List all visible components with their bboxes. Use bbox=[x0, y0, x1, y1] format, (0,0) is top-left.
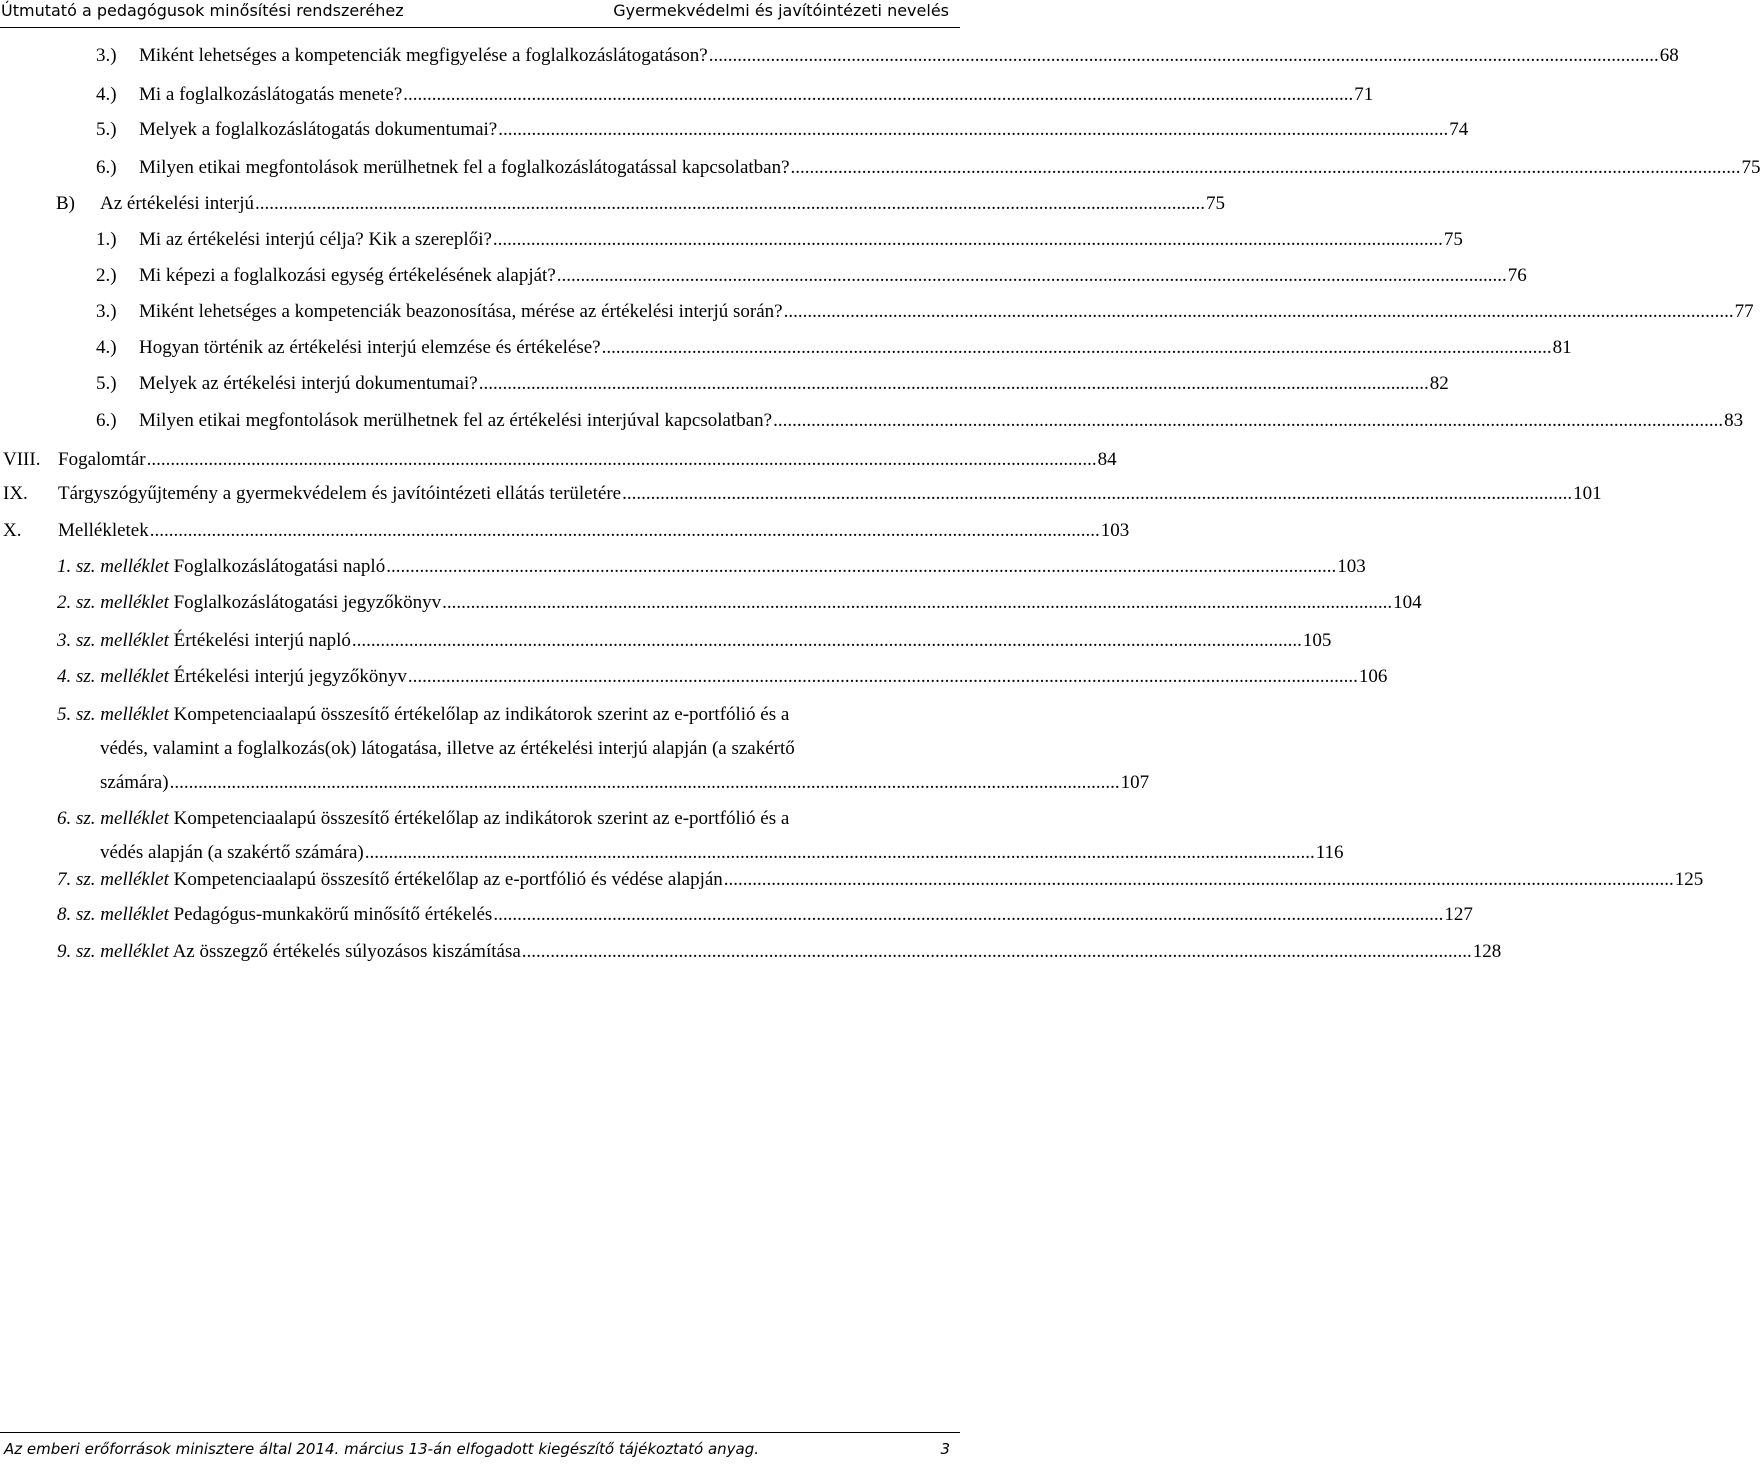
toc-entry[interactable] bbox=[0, 44, 1679, 68]
toc-entry-number: 5.) bbox=[96, 373, 117, 394]
toc-entry-page: 68 bbox=[1659, 45, 1679, 66]
toc-entry-title: Az értékelési interjú bbox=[100, 193, 255, 214]
toc-entry-number: 1.) bbox=[96, 229, 117, 250]
toc-leader: ........................................................................................................................................................................................................ bbox=[169, 772, 1120, 793]
toc-leader: ........................................................................................................................................................................................................ bbox=[146, 449, 1097, 470]
page-header bbox=[0, 0, 960, 30]
toc-leader: ........................................................................................................................................................................................................ bbox=[492, 229, 1443, 250]
toc-entry[interactable] bbox=[0, 83, 1374, 107]
toc-entry-number: VIII. bbox=[3, 449, 41, 470]
appendix-title: Az összegző értékelés súlyozásos kiszámítása bbox=[172, 941, 521, 962]
appendix-prefix: 1. sz. melléklet bbox=[57, 556, 169, 577]
toc-entry-title: Melyek az értékelési interjú dokumentumai? bbox=[139, 373, 478, 394]
header-rule bbox=[0, 27, 960, 28]
appendix-page: 125 bbox=[1674, 869, 1704, 890]
appendix-prefix: 7. sz. melléklet bbox=[57, 869, 169, 890]
toc-leader: ........................................................................................................................................................................................................ bbox=[622, 483, 1573, 504]
appendix-entry-multiline[interactable] bbox=[57, 698, 1150, 800]
toc-entry[interactable] bbox=[0, 482, 1602, 506]
toc-entry-page: 77 bbox=[1734, 301, 1754, 322]
toc-entry-title: Hogyan történik az értékelési interjú elemzése és értékelése? bbox=[139, 337, 601, 358]
toc-entry-number: 4.) bbox=[96, 84, 117, 105]
toc-leader: ........................................................................................................................................................................................................ bbox=[498, 119, 1449, 140]
toc-leader: ........................................................................................................................................................................................................ bbox=[442, 592, 1393, 613]
appendix-prefix: 9. sz. melléklet bbox=[57, 941, 169, 962]
appendix-title: Értékelési interjú napló bbox=[173, 630, 351, 651]
toc-entry[interactable] bbox=[0, 448, 1117, 472]
header-left-title: Útmutató a pedagógusok minősítési rendszeréhez bbox=[1, 1, 404, 20]
appendix-prefix: 6. sz. melléklet bbox=[57, 808, 169, 829]
appendix-page: 103 bbox=[1337, 556, 1366, 577]
appendix-entry[interactable] bbox=[0, 629, 1332, 653]
toc-entry-title: Mi az értékelési interjú célja? Kik a szereplői? bbox=[139, 229, 492, 250]
appendix-entry[interactable] bbox=[0, 903, 1473, 927]
toc-entry-title: Milyen etikai megfontolások merülhetnek fel a foglalkozáslátogatással kapcsolatban? bbox=[139, 157, 790, 178]
page-number: 3 bbox=[940, 1440, 950, 1458]
toc-entry-page: 75 bbox=[1206, 193, 1226, 214]
toc-entry-number: 6.) bbox=[96, 157, 117, 178]
toc-entry-title: Melyek a foglalkozáslátogatás dokumentumai? bbox=[139, 119, 498, 140]
toc-entry-page: 101 bbox=[1573, 483, 1602, 504]
toc-entry-title: Mi képezi a foglalkozási egység értékelésének alapját? bbox=[139, 265, 556, 286]
toc-entry[interactable] bbox=[0, 300, 1754, 324]
toc-entry-number: 6.) bbox=[96, 410, 117, 431]
appendix-entry[interactable] bbox=[0, 868, 1704, 892]
toc-entry-number: 3.) bbox=[96, 45, 117, 66]
toc-leader: ........................................................................................................................................................................................................ bbox=[364, 842, 1315, 863]
appendix-title-line: védés, valamint a foglalkozás(ok) látogatása, illetve az értékelési interjú alapján (a szakértő bbox=[100, 738, 795, 759]
appendix-page: 128 bbox=[1472, 941, 1502, 962]
toc-leader: ........................................................................................................................................................................................................ bbox=[601, 337, 1552, 358]
appendix-title-line: Kompetenciaalapú összesítő értékelőlap az indikátorok szerint az e-portfólió és a bbox=[173, 808, 790, 829]
appendix-entry[interactable] bbox=[0, 940, 1502, 964]
toc-leader: ........................................................................................................................................................................................................ bbox=[255, 193, 1206, 214]
footer-text: Az emberi erőforrások minisztere által 2014. március 13-án elfogadott kiegészítő tájékoztató anyag. bbox=[4, 1440, 760, 1458]
toc-leader: ........................................................................................................................................................................................................ bbox=[521, 941, 1472, 962]
appendix-title-line: számára) bbox=[100, 772, 169, 793]
appendix-page: 107 bbox=[1120, 772, 1150, 793]
toc-entry-title: Miként lehetséges a kompetenciák beazonosítása, mérése az értékelési interjú során? bbox=[139, 301, 783, 322]
toc-entry[interactable] bbox=[0, 156, 1761, 180]
toc-leader: ........................................................................................................................................................................................................ bbox=[773, 410, 1724, 431]
toc-entry-page: 84 bbox=[1097, 449, 1117, 470]
toc-entry[interactable] bbox=[0, 336, 1572, 360]
appendix-page: 127 bbox=[1444, 904, 1473, 925]
toc-leader: ........................................................................................................................................................................................................ bbox=[403, 84, 1354, 105]
toc-entry[interactable] bbox=[0, 519, 1130, 543]
appendix-page: 105 bbox=[1302, 630, 1332, 651]
toc-leader: ........................................................................................................................................................................................................ bbox=[723, 869, 1674, 890]
toc-entry-title: Miként lehetséges a kompetenciák megfigyelése a foglalkozáslátogatáson? bbox=[139, 45, 708, 66]
toc-entry-number: X. bbox=[3, 520, 22, 541]
toc-entry-page: 103 bbox=[1100, 520, 1130, 541]
toc-entry-page: 71 bbox=[1354, 84, 1374, 105]
toc-entry[interactable] bbox=[0, 118, 1469, 142]
appendix-page: 116 bbox=[1315, 842, 1344, 863]
toc-entry-number: B) bbox=[56, 193, 75, 214]
header-right-title: Gyermekvédelmi és javítóintézeti nevelés bbox=[613, 1, 949, 20]
page-footer bbox=[0, 1430, 960, 1464]
toc-leader: ........................................................................................................................................................................................................ bbox=[493, 904, 1444, 925]
toc-leader: ........................................................................................................................................................................................................ bbox=[351, 630, 1302, 651]
appendix-title-line: védés alapján (a szakértő számára) bbox=[100, 842, 364, 863]
appendix-entry[interactable] bbox=[0, 555, 1366, 579]
toc-leader: ........................................................................................................................................................................................................ bbox=[708, 45, 1659, 66]
appendix-title-line: Kompetenciaalapú összesítő értékelőlap az indikátorok szerint az e-portfólió és a bbox=[173, 704, 790, 725]
toc-entry-number: IX. bbox=[3, 483, 28, 504]
toc-leader: ........................................................................................................................................................................................................ bbox=[478, 373, 1429, 394]
toc-entry-page: 81 bbox=[1552, 337, 1572, 358]
appendix-title: Foglalkozáslátogatási jegyzőkönyv bbox=[173, 592, 442, 613]
appendix-entry[interactable] bbox=[0, 591, 1422, 615]
toc-entry[interactable] bbox=[0, 192, 1226, 216]
toc-entry-page: 74 bbox=[1449, 119, 1469, 140]
appendix-entry[interactable] bbox=[0, 665, 1388, 689]
appendix-entry-multiline[interactable] bbox=[57, 802, 1344, 870]
appendix-page: 106 bbox=[1358, 666, 1388, 687]
toc-leader: ........................................................................................................................................................................................................ bbox=[407, 666, 1358, 687]
appendix-prefix: 5. sz. melléklet bbox=[57, 704, 169, 725]
appendix-title: Foglalkozáslátogatási napló bbox=[173, 556, 386, 577]
appendix-title: Kompetenciaalapú összesítő értékelőlap az e-portfólió és védése alapján bbox=[173, 869, 723, 890]
toc-entry[interactable] bbox=[0, 409, 1744, 433]
toc-entry-page: 76 bbox=[1507, 265, 1527, 286]
appendix-prefix: 2. sz. melléklet bbox=[57, 592, 169, 613]
appendix-prefix: 3. sz. melléklet bbox=[57, 630, 169, 651]
toc-entry-title: Mi a foglalkozáslátogatás menete? bbox=[139, 84, 403, 105]
toc-entry-title: Mellékletek bbox=[58, 520, 149, 541]
appendix-prefix: 8. sz. melléklet bbox=[57, 904, 169, 925]
toc-leader: ........................................................................................................................................................................................................ bbox=[783, 301, 1734, 322]
toc-leader: ........................................................................................................................................................................................................ bbox=[149, 520, 1100, 541]
toc-entry-page: 75 bbox=[1443, 229, 1463, 250]
toc-entry-number: 5.) bbox=[96, 119, 117, 140]
toc-entry-page: 82 bbox=[1429, 373, 1449, 394]
toc-entry-title: Tárgyszógyűjtemény a gyermekvédelem és javítóintézeti ellátás területére bbox=[58, 483, 622, 504]
toc-entry-number: 4.) bbox=[96, 337, 117, 358]
toc-entry-page: 83 bbox=[1724, 410, 1744, 431]
appendix-prefix: 4. sz. melléklet bbox=[57, 666, 169, 687]
toc-entry-page: 75 bbox=[1741, 157, 1761, 178]
toc-entry-title: Fogalomtár bbox=[58, 449, 146, 470]
toc-entry-number: 3.) bbox=[96, 301, 117, 322]
toc-entry[interactable] bbox=[0, 228, 1463, 252]
appendix-title: Értékelési interjú jegyzőkönyv bbox=[173, 666, 407, 687]
appendix-page: 104 bbox=[1393, 592, 1422, 613]
toc-entry-title: Milyen etikai megfontolások merülhetnek fel az értékelési interjúval kapcsolatban? bbox=[139, 410, 773, 431]
toc-leader: ........................................................................................................................................................................................................ bbox=[386, 556, 1337, 577]
footer-rule bbox=[0, 1432, 960, 1433]
appendix-title: Pedagógus-munkakörű minősítő értékelés bbox=[173, 904, 493, 925]
toc-entry[interactable] bbox=[0, 372, 1449, 396]
toc-entry[interactable] bbox=[0, 264, 1527, 288]
toc-leader: ........................................................................................................................................................................................................ bbox=[790, 157, 1741, 178]
toc-entry-number: 2.) bbox=[96, 265, 117, 286]
toc-leader: ........................................................................................................................................................................................................ bbox=[556, 265, 1507, 286]
